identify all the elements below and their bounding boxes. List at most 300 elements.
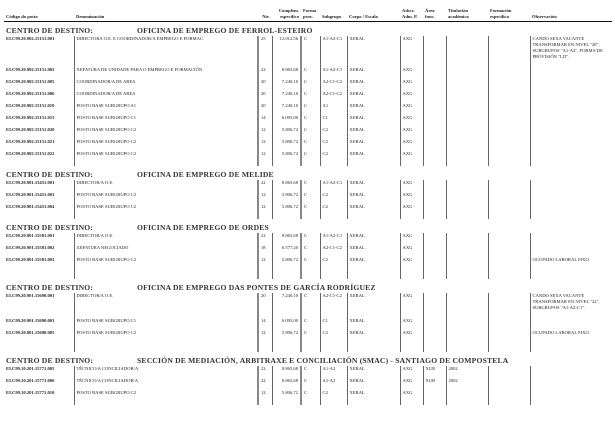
- section-title: OFICINA DE EMPREGO DE MELIDE: [137, 170, 274, 179]
- table-row: [4, 91, 612, 103]
- header-sub: Subgrupo: [320, 8, 347, 22]
- cell-forma: C: [301, 103, 320, 115]
- cell-area: [423, 192, 446, 204]
- cell-observacion: CANDO SEXA VACANTE TRANSFORMAR EN NIVEL "22", SUBGRUPOS "A1-A2-C1".: [530, 293, 612, 318]
- table-row: [4, 103, 612, 115]
- cell-code: EI.C99.20.902.15151.001: [6, 36, 55, 41]
- cell-corpo: XERAL: [347, 127, 400, 139]
- tail-cell: [320, 402, 347, 405]
- cell-adscr: AXG: [400, 318, 423, 330]
- table-row: [4, 115, 612, 127]
- cell-titulacion: [446, 192, 488, 204]
- cell-forma: C: [301, 79, 320, 91]
- table-row: [4, 233, 612, 245]
- header-code: Código do posto: [4, 8, 74, 22]
- cell-niv: 12: [258, 257, 272, 276]
- cell-forma: C: [301, 257, 320, 276]
- cell-area: XUR: [423, 378, 446, 390]
- section-header-cell: [4, 279, 376, 293]
- cell-denom: POSTO BASE SUBGRUPO C2: [74, 204, 258, 216]
- cell-titulacion: [446, 233, 488, 245]
- cell-formacion: [488, 233, 530, 245]
- cell-corpo: XERAL: [347, 79, 400, 91]
- cell-formacion: [488, 192, 530, 204]
- posts-table: [4, 8, 612, 405]
- cell-observacion: CANDO SEXA VACANTE TRANSFORMAR EN NIVEL "28", SUBGRUPOS "A1-A2", FORMA DE PROVISIÓN "LD".: [530, 36, 612, 67]
- cell-denom: POSTO BASE SUBGRUPO C2: [74, 127, 258, 139]
- cell-area: [423, 91, 446, 103]
- header-form: Formación específica: [488, 8, 530, 22]
- section-header-spacer: [258, 166, 612, 180]
- cell-formacion: [488, 204, 530, 216]
- cell-niv: 12: [258, 330, 272, 349]
- cell-niv: 20: [258, 293, 272, 318]
- cell-titulacion: [446, 204, 488, 216]
- cell-subgrupo: A1-A2-C1: [320, 36, 347, 67]
- cell-observacion: [530, 366, 612, 378]
- cell-formacion: [488, 245, 530, 257]
- cell-corpo: XERAL: [347, 36, 400, 67]
- cell-niv: 20: [258, 91, 272, 103]
- cell-area: [423, 115, 446, 127]
- cell-area: [423, 204, 446, 216]
- cell-comp: 8.865,68: [272, 67, 301, 79]
- table-row: [4, 257, 612, 276]
- cell-titulacion: [446, 257, 488, 276]
- cell-titulacion: [446, 127, 488, 139]
- cell-forma: C: [301, 245, 320, 257]
- table-body: [4, 22, 612, 406]
- table-row: [4, 79, 612, 91]
- cell-titulacion: [446, 318, 488, 330]
- cell-corpo: XERAL: [347, 103, 400, 115]
- cell-formacion: [488, 139, 530, 151]
- cell-formacion: [488, 115, 530, 127]
- cell-comp: 6.577,20: [272, 245, 301, 257]
- cell-titulacion: [446, 67, 488, 79]
- cell-subgrupo: A2-C1-C2: [320, 91, 347, 103]
- cell-denom: DIRECTOR/A O.E.: [74, 180, 258, 192]
- header-area: Área func.: [423, 8, 446, 22]
- cell-subgrupo: C1: [320, 318, 347, 330]
- cell-corpo: XERAL: [347, 91, 400, 103]
- cell-observacion: [530, 233, 612, 245]
- cell-adscr: AXG: [400, 115, 423, 127]
- cell-niv: 22: [258, 180, 272, 192]
- cell-subgrupo: C2: [320, 151, 347, 163]
- cell-denom: DIRECTOR/A O.E.: [74, 293, 258, 318]
- tail-cell: [272, 402, 301, 405]
- cell-comp: 8.865,68: [272, 366, 301, 378]
- cell-code: EI.C99.20.902.15151.015: [6, 115, 55, 120]
- cell-adscr: AXG: [400, 233, 423, 245]
- cell-code: EI.C99.20.902.15151.021: [6, 139, 55, 144]
- cell-denom: TÉCNICO/A CONCILIADOR/A: [74, 378, 258, 390]
- cell-code: EI.C99.20.901.15581.001: [6, 233, 55, 238]
- cell-denom: POSTO BASE SUBGRUPO C2: [74, 257, 258, 276]
- cell-adscr: AXG: [400, 257, 423, 276]
- cell-area: [423, 103, 446, 115]
- cell-titulacion: [446, 390, 488, 402]
- cell-area: [423, 67, 446, 79]
- header-corpo: Corpo / Escala: [347, 8, 400, 22]
- cell-niv: 20: [258, 103, 272, 115]
- section-title: OFICINA DE EMPREGO DE ORDES: [137, 223, 269, 232]
- cell-formacion: [488, 127, 530, 139]
- cell-comp: 6.095,00: [272, 318, 301, 330]
- section-title: OFICINA DE EMPREGO DAS PONTES DE GARCÍA RODRÍGUEZ: [137, 283, 376, 292]
- cell-niv: 18: [258, 245, 272, 257]
- cell-titulacion: [446, 245, 488, 257]
- cell-corpo: XERAL: [347, 139, 400, 151]
- cell-adscr: AXG: [400, 151, 423, 163]
- cell-area: [423, 79, 446, 91]
- section-header-cell: [4, 352, 509, 366]
- cell-observacion: [530, 390, 612, 402]
- cell-denom: DIRECTOR/A O.E.: [74, 233, 258, 245]
- cell-area: [423, 127, 446, 139]
- table-row: [4, 180, 612, 192]
- cell-adscr: AXG: [400, 139, 423, 151]
- cell-area: [423, 245, 446, 257]
- cell-area: [423, 180, 446, 192]
- section-header-cell: [4, 22, 313, 37]
- table-row: [4, 378, 612, 390]
- cell-observacion: [530, 192, 612, 204]
- cell-comp: 5.806,72: [272, 390, 301, 402]
- table-row: [4, 318, 612, 330]
- cell-titulacion: 2002: [446, 366, 488, 378]
- cell-adscr: AXG: [400, 293, 423, 318]
- cell-forma: C: [301, 127, 320, 139]
- cell-subgrupo: A1-A2: [320, 378, 347, 390]
- cell-subgrupo: C2: [320, 204, 347, 216]
- cell-subgrupo: C2: [320, 257, 347, 276]
- cell-corpo: XERAL: [347, 330, 400, 349]
- centro-label: CENTRO DE DESTINO:: [6, 26, 94, 35]
- cell-adscr: AXG: [400, 366, 423, 378]
- cell-denom: DIRECTORA O.E. E COORDINADOR/A EMPREGO E FORMAC.: [74, 36, 258, 67]
- tail-cell: [4, 402, 74, 405]
- cell-subgrupo: C2: [320, 127, 347, 139]
- cell-denom: COORDINADOR/A DE AREA: [74, 79, 258, 91]
- table-row: [4, 293, 612, 318]
- tail-cell: [74, 402, 258, 405]
- cell-formacion: [488, 180, 530, 192]
- table-row: [4, 366, 612, 378]
- cell-area: [423, 139, 446, 151]
- cell-observacion: [530, 67, 612, 79]
- cell-forma: C: [301, 180, 320, 192]
- cell-corpo: XERAL: [347, 115, 400, 127]
- cell-forma: C: [301, 390, 320, 402]
- header-obs: Observación: [530, 8, 612, 22]
- cell-niv: 14: [258, 318, 272, 330]
- header-comp: Complem. específico: [272, 8, 301, 22]
- cell-adscr: AXG: [400, 245, 423, 257]
- table-row: [4, 192, 612, 204]
- cell-titulacion: [446, 293, 488, 318]
- cell-adscr: AXG: [400, 192, 423, 204]
- cell-niv: 22: [258, 378, 272, 390]
- cell-formacion: [488, 151, 530, 163]
- cell-forma: C: [301, 36, 320, 67]
- cell-code: EI.C99.20.902.15151.022: [6, 151, 55, 156]
- cell-corpo: XERAL: [347, 390, 400, 402]
- cell-area: [423, 318, 446, 330]
- cell-corpo: XERAL: [347, 257, 400, 276]
- cell-code: EI.C99.20.901.15581.003: [6, 257, 55, 262]
- cell-comp: 8.865,68: [272, 378, 301, 390]
- cell-corpo: XERAL: [347, 67, 400, 79]
- cell-comp: 5.806,72: [272, 192, 301, 204]
- cell-niv: 20: [258, 79, 272, 91]
- cell-denom: POSTO BASE SUBGRUPO A1: [74, 103, 258, 115]
- cell-formacion: [488, 366, 530, 378]
- section-header-spacer: [258, 219, 612, 233]
- cell-titulacion: [446, 79, 488, 91]
- cell-adscr: AXG: [400, 204, 423, 216]
- cell-forma: C: [301, 67, 320, 79]
- cell-denom: POSTO BASE SUBGRUPO C1: [74, 318, 258, 330]
- section-header: [4, 352, 612, 366]
- section-header-cell: [4, 219, 269, 233]
- section-header: [4, 219, 612, 233]
- cell-corpo: XERAL: [347, 293, 400, 318]
- cell-subgrupo: A1: [320, 103, 347, 115]
- cell-adscr: AXG: [400, 378, 423, 390]
- cell-subgrupo: A1-A2-C1: [320, 233, 347, 245]
- cell-code: EI.C99.20.902.15151.006: [6, 91, 55, 96]
- table-row: [4, 67, 612, 79]
- section-header: [4, 166, 612, 180]
- table-header: [4, 8, 612, 22]
- centro-label: CENTRO DE DESTINO:: [6, 283, 94, 292]
- cell-formacion: [488, 79, 530, 91]
- cell-corpo: XERAL: [347, 245, 400, 257]
- cell-code: EI.C99.10.201.15771.006: [6, 378, 55, 383]
- cell-comp: 5.806,72: [272, 139, 301, 151]
- cell-niv: 12: [258, 192, 272, 204]
- section-header: [4, 279, 612, 293]
- cell-observacion: [530, 180, 612, 192]
- cell-code: EI.C99.20.902.15151.020: [6, 127, 55, 132]
- cell-corpo: XERAL: [347, 318, 400, 330]
- cell-comp: 5.806,72: [272, 257, 301, 276]
- cell-code: EI.C99.20.901.15690.001: [6, 293, 55, 298]
- cell-comp: 5.806,72: [272, 127, 301, 139]
- cell-subgrupo: A1-A2: [320, 366, 347, 378]
- cell-denom: COORDINADOR/A DE AREA: [74, 91, 258, 103]
- cell-adscr: AXG: [400, 79, 423, 91]
- cell-area: [423, 151, 446, 163]
- cell-formacion: [488, 91, 530, 103]
- centro-label: CENTRO DE DESTINO:: [6, 170, 94, 179]
- table-row: [4, 330, 612, 349]
- cell-code: EI.C99.20.902.15151.005: [6, 79, 55, 84]
- cell-code: EI.C99.10.201.15771.005: [6, 366, 55, 371]
- cell-subgrupo: C2: [320, 330, 347, 349]
- cell-area: [423, 330, 446, 349]
- cell-comp: 7.240,10: [272, 79, 301, 91]
- cell-titulacion: [446, 115, 488, 127]
- cell-observacion: [530, 151, 612, 163]
- cell-forma: C: [301, 293, 320, 318]
- cell-forma: C: [301, 151, 320, 163]
- cell-observacion: [530, 139, 612, 151]
- cell-denom: POSTO BASE SUBGRUPO C2: [74, 151, 258, 163]
- cell-niv: 22: [258, 67, 272, 79]
- cell-forma: C: [301, 366, 320, 378]
- tail-cell: [347, 402, 400, 405]
- section-title: SECCIÓN DE MEDIACIÓN, ARBITRAXE E CONCILIACIÓN (SMAC) - SANTIAGO DE COMPOSTELA: [137, 356, 509, 365]
- cell-corpo: XERAL: [347, 192, 400, 204]
- section-header: [4, 22, 612, 37]
- cell-forma: C: [301, 192, 320, 204]
- cell-adscr: AXG: [400, 91, 423, 103]
- cell-denom: POSTO BASE SUBGRUPO C2: [74, 390, 258, 402]
- cell-adscr: AXG: [400, 390, 423, 402]
- cell-comp: 6.095,00: [272, 115, 301, 127]
- cell-forma: C: [301, 378, 320, 390]
- table-row: [4, 151, 612, 163]
- cell-subgrupo: C2: [320, 139, 347, 151]
- cell-denom: TÉCNICO/A CONCILIADOR/A: [74, 366, 258, 378]
- table-row: [4, 127, 612, 139]
- cell-adscr: AXG: [400, 180, 423, 192]
- header-niv: Niv.: [258, 8, 272, 22]
- cell-niv: 12: [258, 151, 272, 163]
- tail-cell: [488, 402, 530, 405]
- cell-subgrupo: A2-C1-C2: [320, 79, 347, 91]
- cell-formacion: [488, 330, 530, 349]
- cell-forma: C: [301, 91, 320, 103]
- cell-adscr: AXG: [400, 67, 423, 79]
- cell-titulacion: [446, 151, 488, 163]
- cell-comp: 7.240,10: [272, 91, 301, 103]
- cell-denom: POSTO BASE SUBGRUPO C2: [74, 139, 258, 151]
- cell-subgrupo: C2: [320, 192, 347, 204]
- cell-code: EI.C99.20.901.15451.004: [6, 204, 55, 209]
- cell-comp: 8.865,68: [272, 180, 301, 192]
- cell-titulacion: [446, 91, 488, 103]
- cell-niv: 14: [258, 115, 272, 127]
- cell-comp: 5.806,72: [272, 330, 301, 349]
- cell-comp: 7.240,10: [272, 103, 301, 115]
- cell-area: [423, 36, 446, 67]
- cell-observacion: [530, 245, 612, 257]
- cell-adscr: AXG: [400, 330, 423, 349]
- header-forma: Forma prov.: [301, 8, 320, 22]
- header-denom: Denominación: [74, 8, 258, 22]
- cell-denom: POSTO BASE SUBGRUPO C2: [74, 330, 258, 349]
- cell-forma: C: [301, 233, 320, 245]
- centro-label: CENTRO DE DESTINO:: [6, 223, 94, 232]
- cell-adscr: AXG: [400, 127, 423, 139]
- cell-observacion: [530, 378, 612, 390]
- cell-comp: 5.806,72: [272, 204, 301, 216]
- cell-denom: XEFATURA NEGOCIADO: [74, 245, 258, 257]
- header-tit: Titulación académica: [446, 8, 488, 22]
- cell-code: EI.C99.20.902.15151.002: [6, 67, 55, 72]
- cell-corpo: XERAL: [347, 233, 400, 245]
- tail-cell: [423, 402, 446, 405]
- cell-subgrupo: A2-C1-C2: [320, 293, 347, 318]
- cell-titulacion: 2002: [446, 378, 488, 390]
- cell-area: [423, 257, 446, 276]
- tail-cell: [530, 402, 612, 405]
- section-header-cell: [4, 166, 274, 180]
- cell-titulacion: [446, 139, 488, 151]
- cell-observacion: [530, 79, 612, 91]
- cell-subgrupo: A2-C1-C2: [320, 245, 347, 257]
- section-title: OFICINA DE EMPREGO DE FERROL-ESTEIRO: [137, 26, 313, 35]
- cell-formacion: [488, 318, 530, 330]
- cell-subgrupo: C1: [320, 115, 347, 127]
- cell-adscr: AXG: [400, 36, 423, 67]
- cell-comp: 8.865,68: [272, 233, 301, 245]
- cell-code: EI.C99.20.901.15451.003: [6, 192, 55, 197]
- tail-cell: [301, 402, 320, 405]
- cell-code: EI.C99.20.902.15151.010: [6, 103, 55, 108]
- cell-forma: C: [301, 318, 320, 330]
- tail-cell: [400, 402, 423, 405]
- cell-formacion: [488, 67, 530, 79]
- cell-code: EI.C99.10.201.15771.010: [6, 390, 55, 395]
- cell-niv: 22: [258, 233, 272, 245]
- cell-titulacion: [446, 36, 488, 67]
- cell-comp: 5.806,72: [272, 151, 301, 163]
- cell-formacion: [488, 293, 530, 318]
- tail-cell: [258, 402, 272, 405]
- cell-observacion: [530, 127, 612, 139]
- cell-code: EI.C99.20.901.15690.003: [6, 318, 55, 323]
- cell-subgrupo: A1-A2-C1: [320, 180, 347, 192]
- cell-observacion: [530, 115, 612, 127]
- cell-titulacion: [446, 103, 488, 115]
- cell-observacion: [530, 91, 612, 103]
- table-row: [4, 390, 612, 402]
- cell-observacion: [530, 103, 612, 115]
- table-row: [4, 204, 612, 216]
- cell-formacion: [488, 378, 530, 390]
- cell-titulacion: [446, 330, 488, 349]
- cell-area: [423, 293, 446, 318]
- cell-forma: C: [301, 204, 320, 216]
- cell-titulacion: [446, 180, 488, 192]
- cell-area: [423, 233, 446, 245]
- cell-corpo: XERAL: [347, 204, 400, 216]
- cell-formacion: [488, 390, 530, 402]
- cell-observacion: [530, 318, 612, 330]
- cell-corpo: XERAL: [347, 151, 400, 163]
- cell-niv: 12: [258, 390, 272, 402]
- cell-comp: 7.240,10: [272, 293, 301, 318]
- cell-code: EI.C99.20.901.15690.005: [6, 330, 55, 335]
- cell-corpo: XERAL: [347, 180, 400, 192]
- section-tail: [4, 402, 612, 405]
- cell-adscr: AXG: [400, 103, 423, 115]
- cell-denom: POSTO BASE SUBGRUPO C1: [74, 115, 258, 127]
- cell-subgrupo: A1-A2-C1: [320, 67, 347, 79]
- cell-corpo: XERAL: [347, 366, 400, 378]
- centro-label: CENTRO DE DESTINO:: [6, 356, 94, 365]
- cell-area: [423, 390, 446, 402]
- cell-niv: 12: [258, 127, 272, 139]
- cell-forma: C: [301, 330, 320, 349]
- header-adscr: Adscr. Adm. P.: [400, 8, 423, 22]
- cell-corpo: XERAL: [347, 378, 400, 390]
